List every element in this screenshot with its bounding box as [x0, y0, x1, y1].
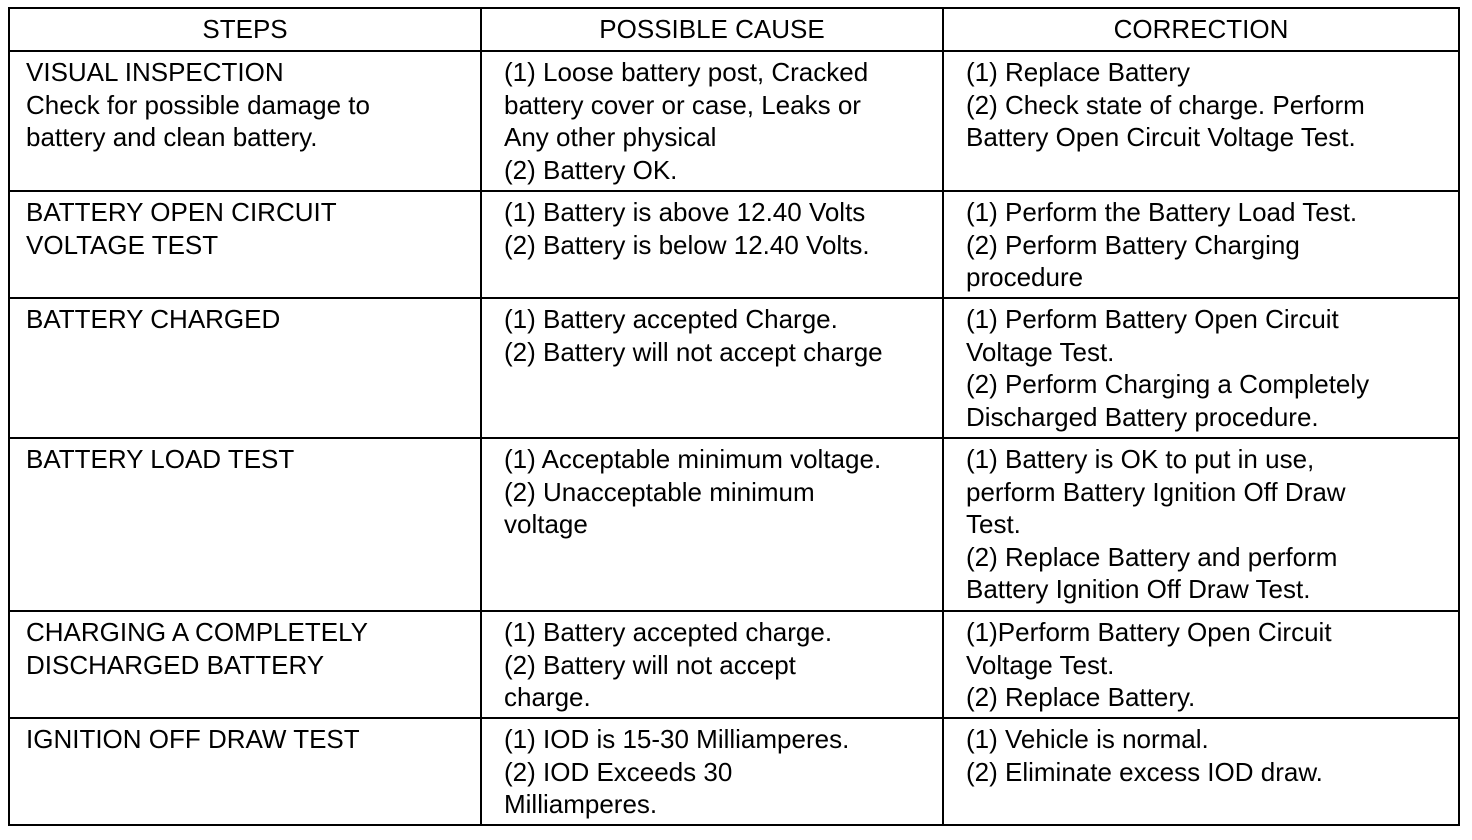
correction-cell	[943, 611, 1459, 718]
correction-line: perform Battery Ignition Off Draw	[966, 476, 1346, 507]
table-row	[9, 611, 1459, 718]
cause-line: (2) Unacceptable minimum	[504, 476, 815, 507]
correction-line: Voltage Test.	[966, 649, 1115, 680]
step-line: BATTERY LOAD TEST	[26, 444, 295, 474]
step-line: battery and clean battery.	[26, 122, 318, 152]
step-line: VOLTAGE TEST	[26, 229, 219, 260]
table-row	[9, 298, 1459, 438]
correction-line: Discharged Battery procedure.	[966, 401, 1319, 432]
cause-line: charge.	[504, 682, 591, 712]
table-row	[9, 438, 1459, 611]
table-row	[9, 191, 1459, 298]
cause-line: (1) IOD is 15-30 Milliamperes.	[504, 724, 850, 754]
step-cell	[9, 718, 481, 825]
cause-line: (2) Battery OK.	[504, 154, 678, 185]
table-header-row	[9, 8, 1459, 51]
cause-line: (2) Battery is below 12.40 Volts.	[504, 229, 870, 260]
step-line: Check for possible damage to	[26, 89, 370, 120]
correction-line: (1) Replace Battery	[966, 57, 1190, 87]
cause-cell	[481, 191, 943, 298]
cause-line: (1) Acceptable minimum voltage.	[504, 444, 882, 474]
correction-cell	[943, 718, 1459, 825]
correction-cell	[943, 51, 1459, 191]
correction-cell	[943, 438, 1459, 611]
header-correction: CORRECTION	[943, 8, 1459, 51]
correction-cell	[943, 298, 1459, 438]
battery-diagnosis-table	[8, 7, 1460, 826]
correction-line: Battery Ignition Off Draw Test.	[966, 574, 1311, 604]
cause-cell	[481, 298, 943, 438]
cause-cell	[481, 51, 943, 191]
cause-line: voltage	[504, 509, 588, 539]
step-cell	[9, 438, 481, 611]
step-line: CHARGING A COMPLETELY	[26, 617, 368, 647]
cause-line: (1) Battery accepted charge.	[504, 617, 833, 647]
table-row	[9, 718, 1459, 825]
step-cell	[9, 298, 481, 438]
step-line: VISUAL INSPECTION	[26, 57, 284, 87]
correction-line: Voltage Test.	[966, 336, 1115, 367]
step-line: DISCHARGED BATTERY	[26, 649, 325, 680]
cause-line: battery cover or case, Leaks or	[504, 89, 861, 120]
correction-cell	[943, 191, 1459, 298]
cause-line: (2) Battery will not accept	[504, 649, 796, 680]
cause-line: (2) Battery will not accept charge	[504, 336, 883, 367]
cause-line: Any other physical	[504, 122, 717, 152]
correction-line: (1) Perform Battery Open Circuit	[966, 304, 1339, 334]
correction-line: Test.	[966, 509, 1021, 539]
step-cell	[9, 191, 481, 298]
header-possible-cause: POSSIBLE CAUSE	[481, 8, 943, 51]
cause-line: (1) Battery accepted Charge.	[504, 304, 838, 334]
correction-line: (1) Vehicle is normal.	[966, 724, 1209, 754]
correction-line: (2) Check state of charge. Perform	[966, 89, 1365, 120]
correction-line: (1)Perform Battery Open Circuit	[966, 617, 1332, 647]
correction-line: procedure	[966, 262, 1084, 292]
correction-line: (1) Perform the Battery Load Test.	[966, 197, 1358, 227]
step-line: BATTERY OPEN CIRCUIT	[26, 197, 337, 227]
table-row	[9, 51, 1459, 191]
step-line: IGNITION OFF DRAW TEST	[26, 724, 360, 754]
cause-cell	[481, 611, 943, 718]
correction-line: (2) Replace Battery.	[966, 682, 1196, 712]
cause-line: (1) Battery is above 12.40 Volts	[504, 197, 866, 227]
cause-line: (2) IOD Exceeds 30	[504, 756, 733, 787]
correction-line: Battery Open Circuit Voltage Test.	[966, 122, 1356, 152]
step-cell	[9, 51, 481, 191]
cause-line: (1) Loose battery post, Cracked	[504, 57, 869, 87]
cause-cell	[481, 718, 943, 825]
cause-line: Milliamperes.	[504, 789, 658, 819]
correction-line: (2) Perform Battery Charging	[966, 229, 1300, 260]
correction-line: (2) Eliminate excess IOD draw.	[966, 756, 1323, 787]
step-cell	[9, 611, 481, 718]
header-steps: STEPS	[9, 8, 481, 51]
correction-line: (2) Perform Charging a Completely	[966, 369, 1370, 399]
correction-line: (1) Battery is OK to put in use,	[966, 444, 1315, 474]
step-line: BATTERY CHARGED	[26, 304, 281, 334]
cause-cell	[481, 438, 943, 611]
correction-line: (2) Replace Battery and perform	[966, 541, 1338, 572]
